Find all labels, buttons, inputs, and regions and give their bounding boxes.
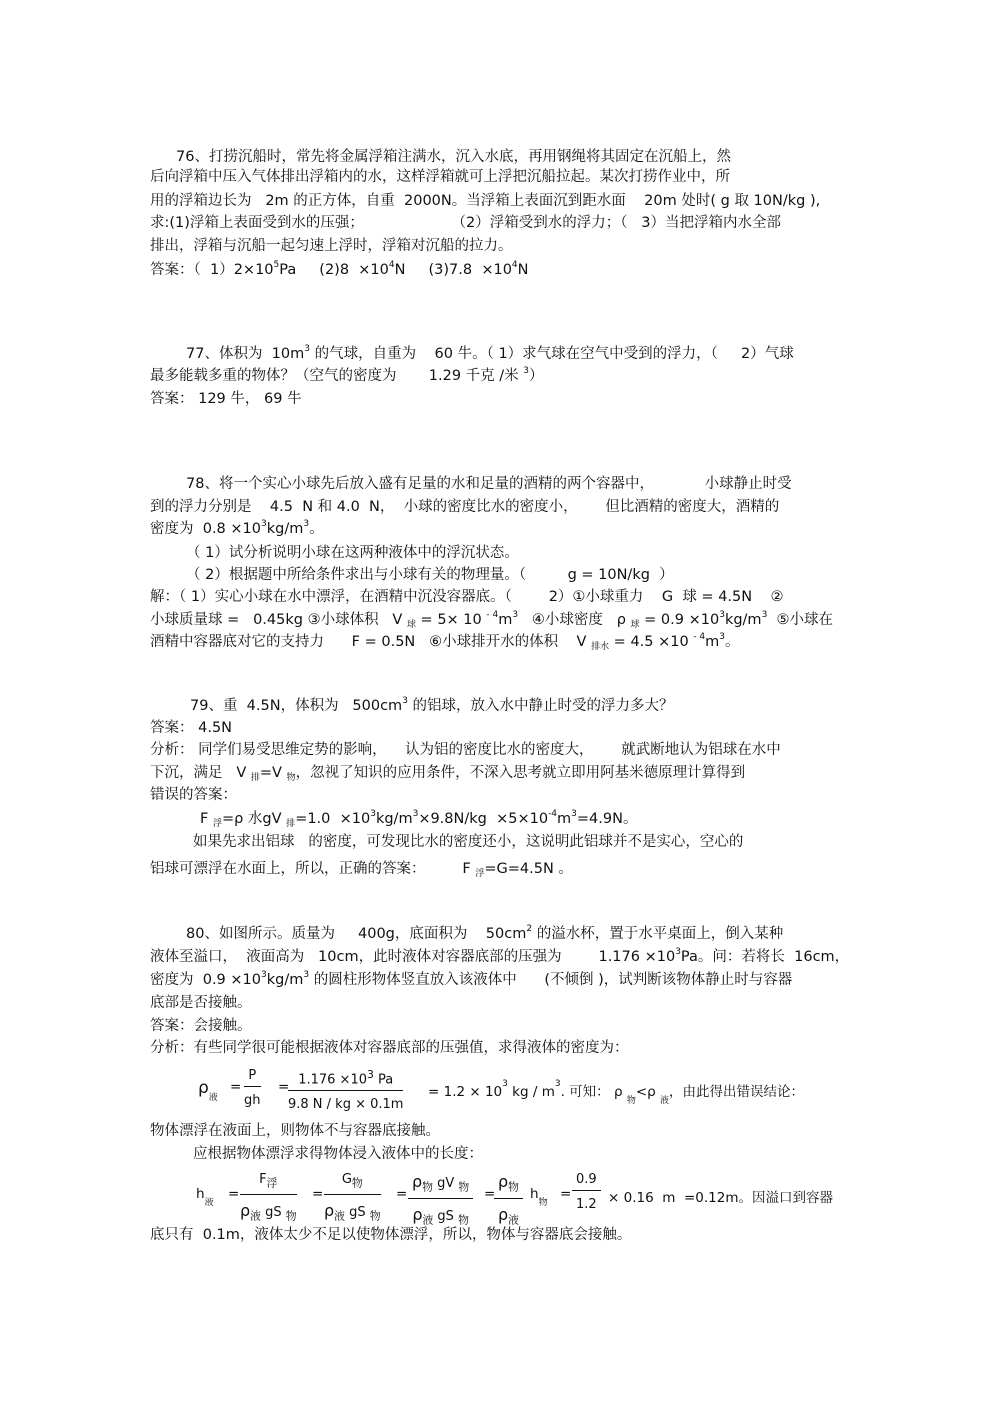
fraction-p-over-gh	[244, 1068, 261, 1108]
fraction-weight-over-rho-g-s	[324, 1172, 381, 1223]
fraction-denominator: $\rho_液$ gS $_物$	[412, 1204, 469, 1227]
equals-sign: =	[312, 1186, 324, 1202]
q76-line-3: 用的浮箱边长为 2m 的正方体，自重 2000N。当浮箱上表面沉到距水面 20m 处时( g 取 10N/kg ),	[150, 193, 821, 209]
q79-analysis-2: 下沉，满足 V $_排$=V $_物$，忽视了知识的应用条件，不深入思考就立即用阿基米德原理计算得到	[150, 765, 746, 783]
q78-line-5: （ 2）根据题中所给条件求出与小球有关的物理量。（ g = 10N/kg ）	[186, 567, 674, 583]
q80-analysis-2: 物体漂浮在液面上，则物体不与容器底接触。	[150, 1123, 440, 1139]
equals-sign: =	[228, 1186, 240, 1202]
fraction-denominator: $\rho_液$ gS $_物$	[240, 1200, 297, 1223]
fraction-denominator: 1.2	[576, 1197, 597, 1212]
fraction-09-over-12	[572, 1172, 601, 1212]
q80-conclusion: 底只有 0.1m，液体太少不足以使物体漂浮，所以，物体与容器底会接触。	[150, 1227, 632, 1243]
q80-line-1: 80、如图所示。质量为 400g，底面积为 $50cm^2$ 的溢水杯，置于水平桌面上，倒入某种	[186, 924, 784, 942]
q78-line-4: （ 1）试分析说明小球在这两种液体中的浮沉状态。	[186, 545, 519, 561]
fraction-numerator: $\rho_物$ gV $_物$	[408, 1172, 473, 1199]
equals-sign: =	[396, 1186, 408, 1202]
q79-analysis-4: 如果先求出铝球 的密度，可发现比水的密度还小，这说明此铝球并不是实心，空心的	[193, 834, 744, 850]
fraction-numerator: $1.176 \times 10^3$ Pa	[288, 1068, 403, 1091]
q77-line-2: 最多能载多重的物体？（空气的密度为 1.29 千克 /米 $^3$）	[150, 366, 544, 384]
q78-line-2: 到的浮力分别是 4.5 N 和 4.0 N， 小球的密度比水的密度小， 但比酒精的密度大，酒精的	[150, 499, 780, 515]
q80-line-4: 底部是否接触。	[150, 995, 252, 1011]
q78-line-1: 78、将一个实心小球先后放入盛有足量的水和足量的酒精的两个容器中， 小球静止时受	[186, 476, 792, 492]
fraction-buoyancy-over-rho-g-s	[240, 1172, 297, 1223]
fraction-numerator: $\rho_物$	[494, 1172, 523, 1199]
equals-sign: =	[278, 1079, 290, 1095]
q79-analysis-3: 错误的答案：	[150, 787, 237, 803]
equals-sign: =	[560, 1186, 572, 1202]
q78-solution-2: 小球质量球 = 0.45kg ③小球体积 V $_球$ = 5× 10 $^{- 4}m^3$ ④小球密度 ρ $_球 = 0.9 \times 10^3kg/m^3$ ⑤小球在	[150, 610, 834, 630]
q79-analysis-5: 铝球可漂浮在水面上，所以，正确的答案： F $_浮$=G=4.5N 。	[150, 861, 573, 879]
equals-sign: =	[230, 1079, 242, 1095]
q76-line-1: 76、打捞沉船时，常先将金属浮箱注满水，沉入水底，再用钢绳将其固定在沉船上，然	[176, 149, 731, 165]
q79-analysis-1: 分析： 同学们易受思维定势的影响， 认为铝的密度比水的密度大， 就武断地认为铝球在水中	[150, 742, 781, 758]
q79-wrong-formula: F $_浮$=ρ 水gV $_排=1.0 \times 10^3kg/m^3\times 9.8N/kg \times 5\times 10^{-4}m^3=4.9N$。	[200, 809, 638, 829]
q76-line-4: 求:(1)浮箱上表面受到水的压强； （2）浮箱受到水的浮力；（ 3）当把浮箱内水全部	[150, 215, 782, 231]
q78-solution-1: 解：（ 1）实心小球在水中漂浮，在酒精中沉没容器底。（ 2）①小球重力 G 球 = 4.5N ②	[150, 589, 784, 605]
q77-line-1: 77、体积为 $10m^3$ 的气球，自重为 60 牛。（ 1）求气球在空气中受到的浮力，（ 2）气球	[186, 344, 794, 362]
q79-answer: 答案： 4.5N	[150, 720, 233, 736]
q80-answer: 答案：会接触。	[150, 1018, 252, 1034]
q80-line-3: 密度为 $0.9 \times 10^3kg/m^3$ 的圆柱形物体竖直放入该液体中 (不倾倒 )，试判断该物体静止时与容器	[150, 970, 793, 988]
fraction-denominator: $\rho_液$	[498, 1204, 519, 1227]
q76-line-2: 后向浮箱中压入气体排出浮箱内的水，这样浮箱就可上浮把沉船拉起。某次打捞作业中，所	[150, 169, 730, 185]
q78-solution-3: 酒精中容器底对它的支持力 F = 0.5N ⑥小球排开水的体积 V $_{排水}$ = 4.5 ×10 $^{- 4}m^3$。	[150, 632, 740, 652]
fraction-numerator: 0.9	[572, 1172, 601, 1191]
length-result-text: × 0.16 m =0.12m。因溢口到容器	[608, 1190, 833, 1206]
q77-answer: 答案： 129 牛， 69 牛	[150, 391, 302, 407]
q79-line-1: 79、重 4.5N，体积为 $500cm^3$ 的铝球，放入水中静止时受的浮力多大？	[190, 696, 674, 714]
fraction-numerator: P	[244, 1068, 261, 1087]
fraction-denominator: 9.8 N / kg × 0.1m	[288, 1097, 404, 1113]
density-result-text: = $1.2 \times 10^3$ kg / $m^3$. 可知： ρ $_物$<ρ $_液$，由此得出错误结论：	[428, 1078, 805, 1106]
q76-line-5: 排出，浮箱与沉船一起匀速上浮时，浮箱对沉船的拉力。	[150, 238, 513, 254]
rho-liquid-symbol: $\rho_液$	[198, 1078, 218, 1104]
fraction-pressure-value	[288, 1068, 403, 1112]
fraction-denominator: gh	[244, 1093, 261, 1108]
fraction-rho-g-v-over-rho-g-s	[408, 1172, 473, 1227]
fraction-density-ratio	[494, 1172, 523, 1227]
q76-answer: 答案：（ $1)2\times 10^5Pa$ $(2)8 \times 10^4N$ $(3)7.8 \times 10^4N$	[150, 260, 529, 278]
fraction-numerator: $F_浮$	[240, 1172, 297, 1195]
q80-analysis-1: 分析：有些同学很可能根据液体对容器底部的压强值，求得液体的密度为：	[150, 1040, 629, 1056]
q80-line-2: 液体至溢口， 液面高为 10cm，此时液体对容器底部的压强为 $1.176 \times 10^3Pa$。问：若将长 16cm，	[150, 947, 850, 965]
h-object-symbol: $h_物$	[530, 1186, 548, 1208]
h-liquid-symbol: $h_液$	[196, 1186, 214, 1208]
fraction-numerator: $G_物$	[324, 1172, 381, 1195]
q80-analysis-3: 应根据物体漂浮求得物体浸入液体中的长度：	[193, 1146, 483, 1162]
fraction-denominator: $\rho_液$ gS $_物$	[324, 1200, 381, 1223]
q78-line-3: 密度为 $0.8 \times 10^3kg/m^3$。	[150, 519, 324, 537]
equals-sign: =	[484, 1186, 496, 1202]
